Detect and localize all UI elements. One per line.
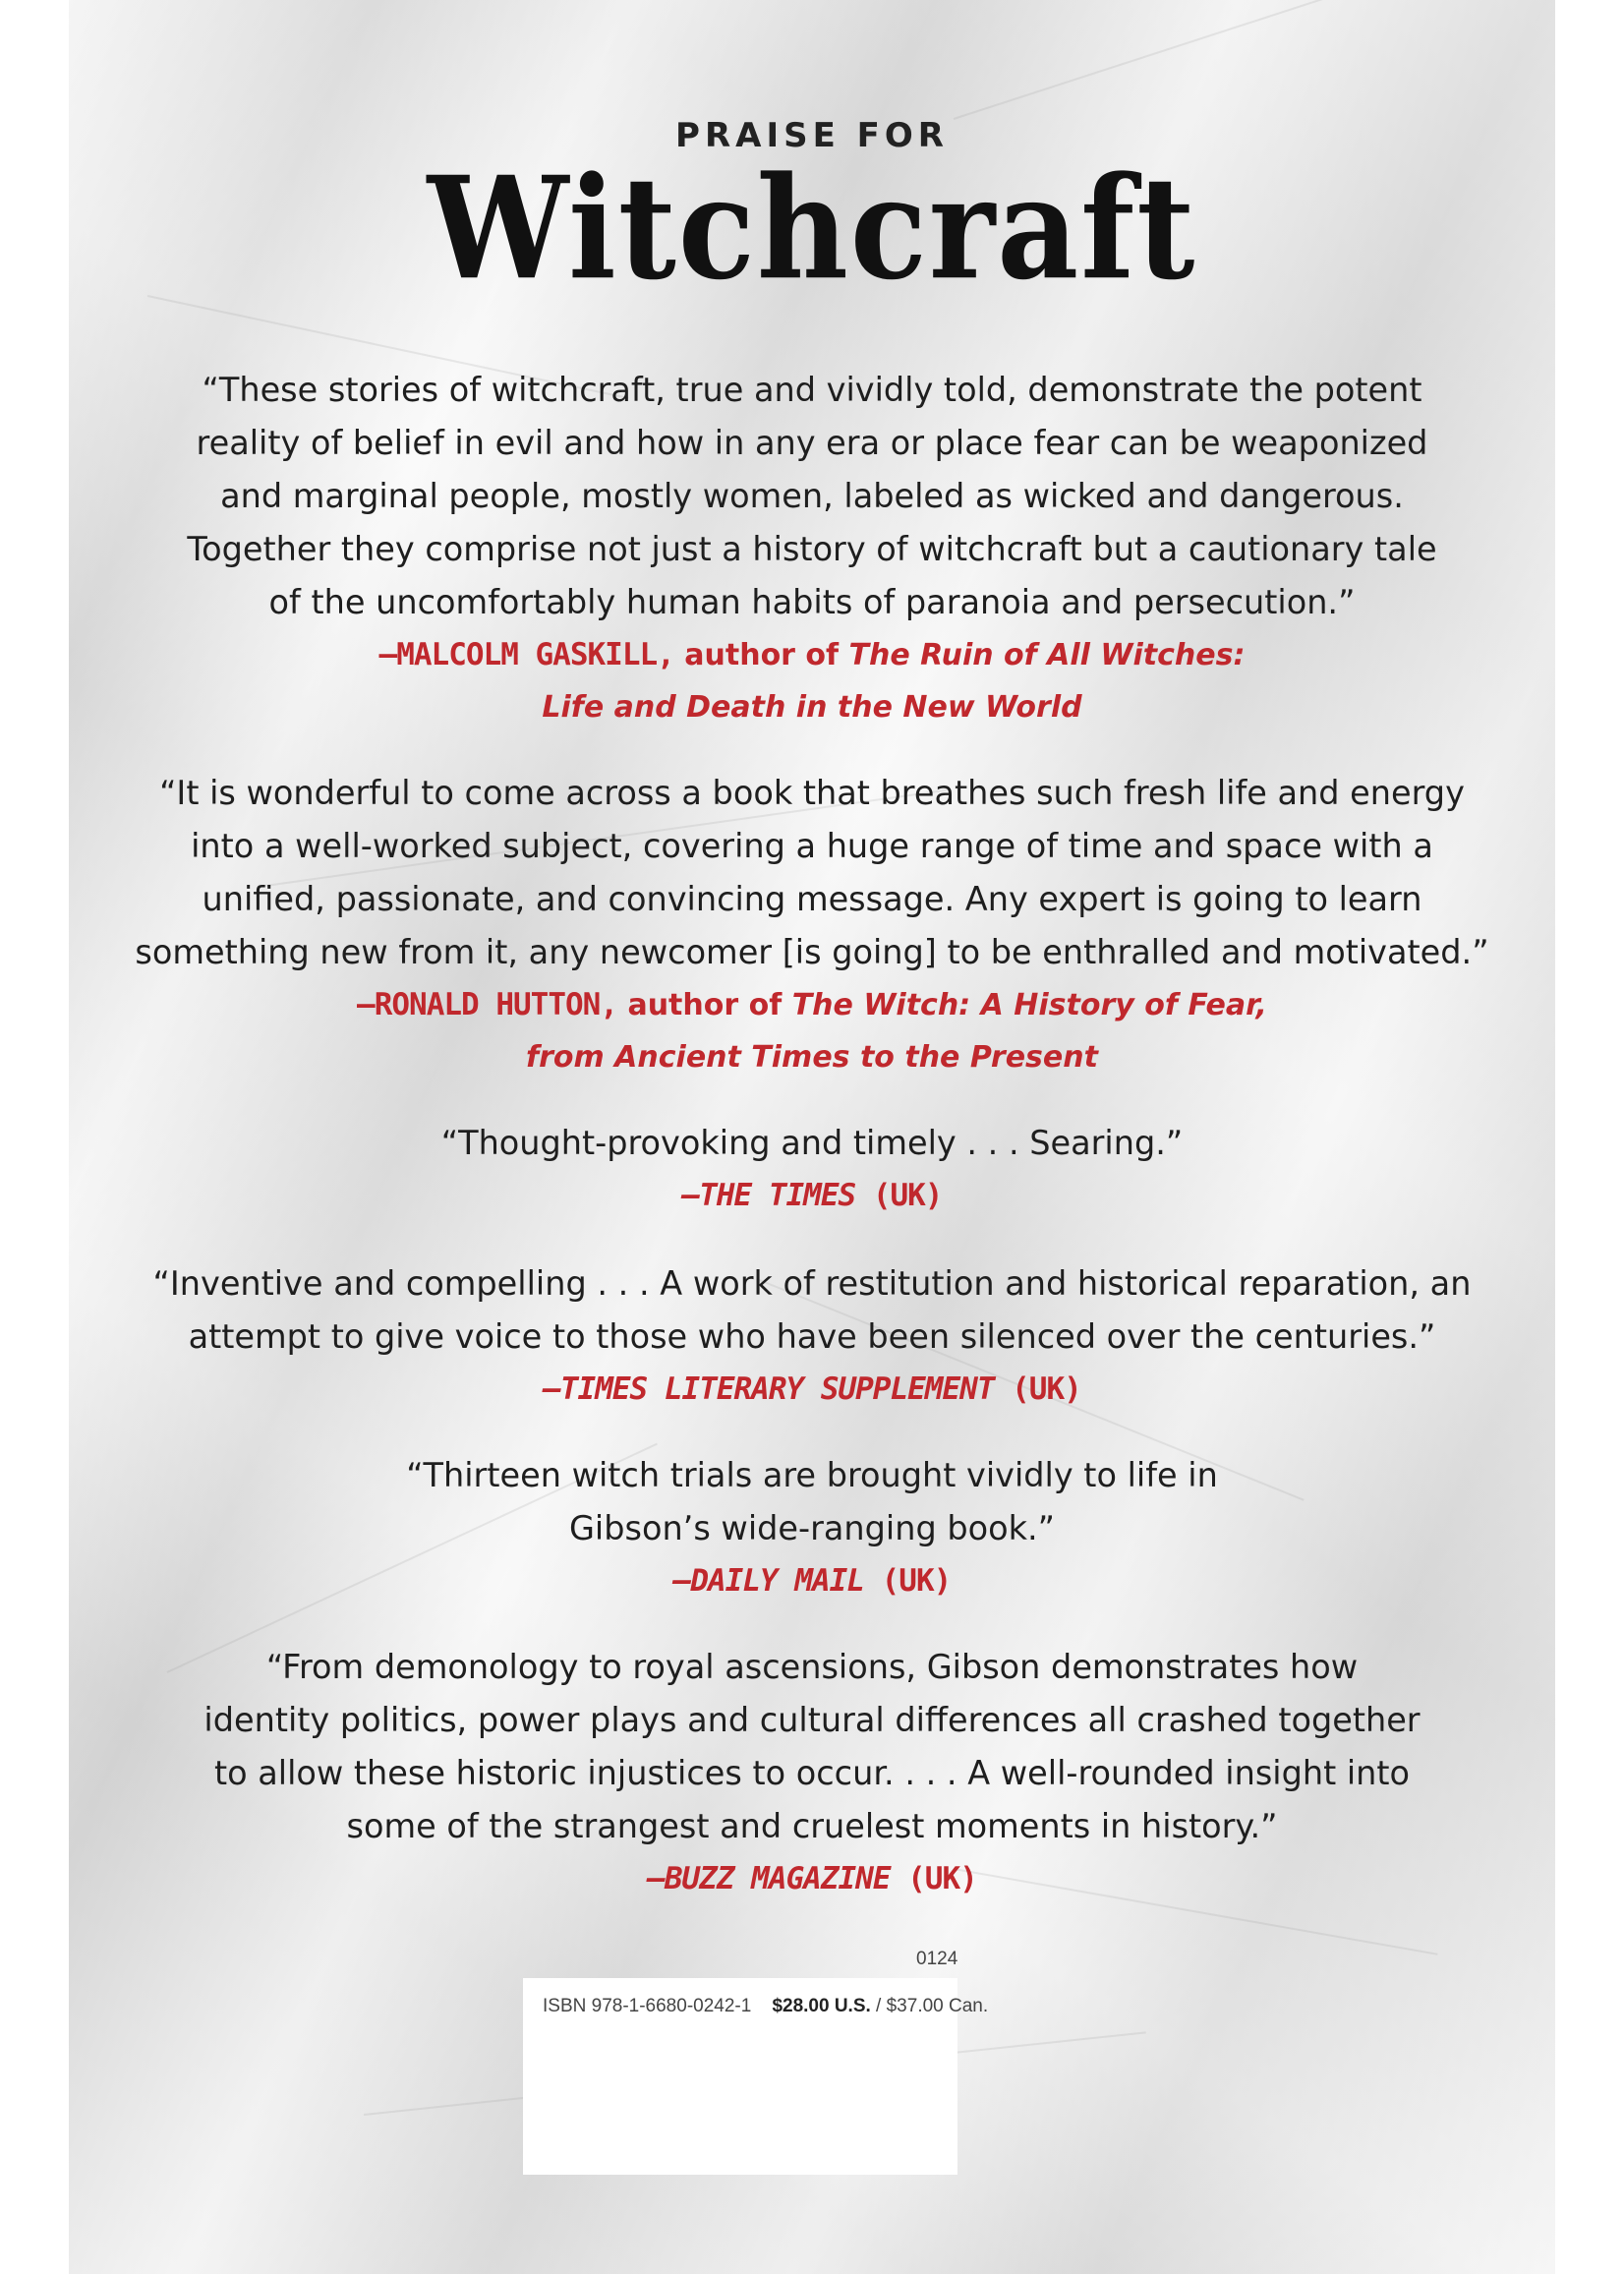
quote-line: of the uncomfortably human habits of paranoia and persecution.” bbox=[268, 583, 1356, 621]
attribution-source: —DAILY MAIL bbox=[672, 1563, 864, 1599]
attribution-name: —MALCOLM GASKILL, bbox=[378, 637, 674, 672]
quote-line: some of the strangest and cruelest moments in history.” bbox=[346, 1807, 1278, 1845]
isbn-price-line bbox=[543, 1996, 988, 2017]
attribution-suffix: (UK) bbox=[855, 1178, 943, 1213]
quote-daily-mail bbox=[69, 1449, 1555, 1607]
attribution-source: —TIMES LITERARY SUPPLEMENT bbox=[543, 1371, 995, 1407]
quote-line: “Inventive and compelling . . . A work of restitution and historical reparation, an bbox=[152, 1264, 1472, 1303]
quote-line: to allow these historic injustices to occur. . . . A well-rounded insight into bbox=[213, 1754, 1411, 1792]
attribution-role: author of bbox=[617, 988, 792, 1022]
quote-line: “Thirteen witch trials are brought vividly to life in bbox=[406, 1456, 1218, 1494]
quote-line: “Thought-provoking and timely . . . Searing.” bbox=[440, 1124, 1184, 1162]
attribution bbox=[69, 979, 1555, 1031]
attribution-suffix: (UK) bbox=[890, 1861, 977, 1896]
attribution-work: The Witch: A History of Fear, bbox=[791, 988, 1267, 1022]
attribution bbox=[69, 1364, 1555, 1416]
attribution-suffix: (UK) bbox=[863, 1563, 952, 1599]
attribution-work: The Ruin of All Witches: bbox=[848, 638, 1246, 672]
praise-for-label: PRAISE FOR bbox=[675, 116, 949, 155]
attribution bbox=[69, 1853, 1555, 1905]
attribution-name: —RONALD HUTTON, bbox=[357, 987, 618, 1022]
price-can: / $37.00 Can. bbox=[870, 1996, 989, 2016]
quote-line: attempt to give voice to those who have been silenced over the centuries.” bbox=[188, 1317, 1436, 1356]
quote-line: “From demonology to royal ascensions, Gibson demonstrates how bbox=[265, 1648, 1359, 1686]
price-code: 0124 bbox=[916, 1949, 958, 1969]
quote-tls bbox=[69, 1257, 1555, 1416]
book-title: Witchcraft bbox=[427, 146, 1197, 312]
attribution-source: —BUZZ MAGAZINE bbox=[647, 1861, 891, 1896]
quote-line: identity politics, power plays and cultural differences all crashed together bbox=[203, 1701, 1421, 1739]
quote-line: something new from it, any newcomer [is going] to be enthralled and motivated.” bbox=[135, 933, 1489, 971]
attribution-work-cont: from Ancient Times to the Present bbox=[526, 1040, 1098, 1075]
quote-gaskill bbox=[69, 364, 1555, 733]
quote-line: reality of belief in evil and how in any era or place fear can be weaponized bbox=[196, 424, 1428, 462]
back-cover bbox=[69, 0, 1555, 2274]
attribution bbox=[69, 629, 1555, 681]
quote-line: Gibson’s wide-ranging book.” bbox=[568, 1509, 1056, 1547]
quote-buzz bbox=[69, 1641, 1555, 1905]
attribution-role: author of bbox=[673, 638, 849, 672]
quote-line: into a well-worked subject, covering a huge range of time and space with a bbox=[191, 827, 1433, 865]
quote-the-times bbox=[69, 1117, 1555, 1222]
quote-line: and marginal people, mostly women, labeled as wicked and dangerous. bbox=[220, 477, 1404, 515]
barcode-box bbox=[523, 1978, 989, 2175]
quote-line: “These stories of witchcraft, true and vividly told, demonstrate the potent bbox=[202, 371, 1422, 409]
quote-line: “It is wonderful to come across a book that breathes such fresh life and energy bbox=[159, 774, 1465, 812]
isbn: ISBN 978-1-6680-0242-1 bbox=[543, 1996, 752, 2016]
attribution-suffix: (UK) bbox=[994, 1371, 1081, 1407]
attribution-work-cont: Life and Death in the New World bbox=[542, 690, 1082, 725]
quote-line: unified, passionate, and convincing message. Any expert is going to learn bbox=[202, 880, 1422, 918]
quote-line: Together they comprise not just a history of witchcraft but a cautionary tale bbox=[187, 530, 1437, 568]
price-us: $28.00 U.S. bbox=[772, 1996, 871, 2016]
attribution bbox=[69, 1170, 1555, 1222]
quote-hutton bbox=[69, 767, 1555, 1083]
attribution bbox=[69, 1555, 1555, 1607]
attribution-source: —THE TIMES bbox=[681, 1178, 856, 1213]
